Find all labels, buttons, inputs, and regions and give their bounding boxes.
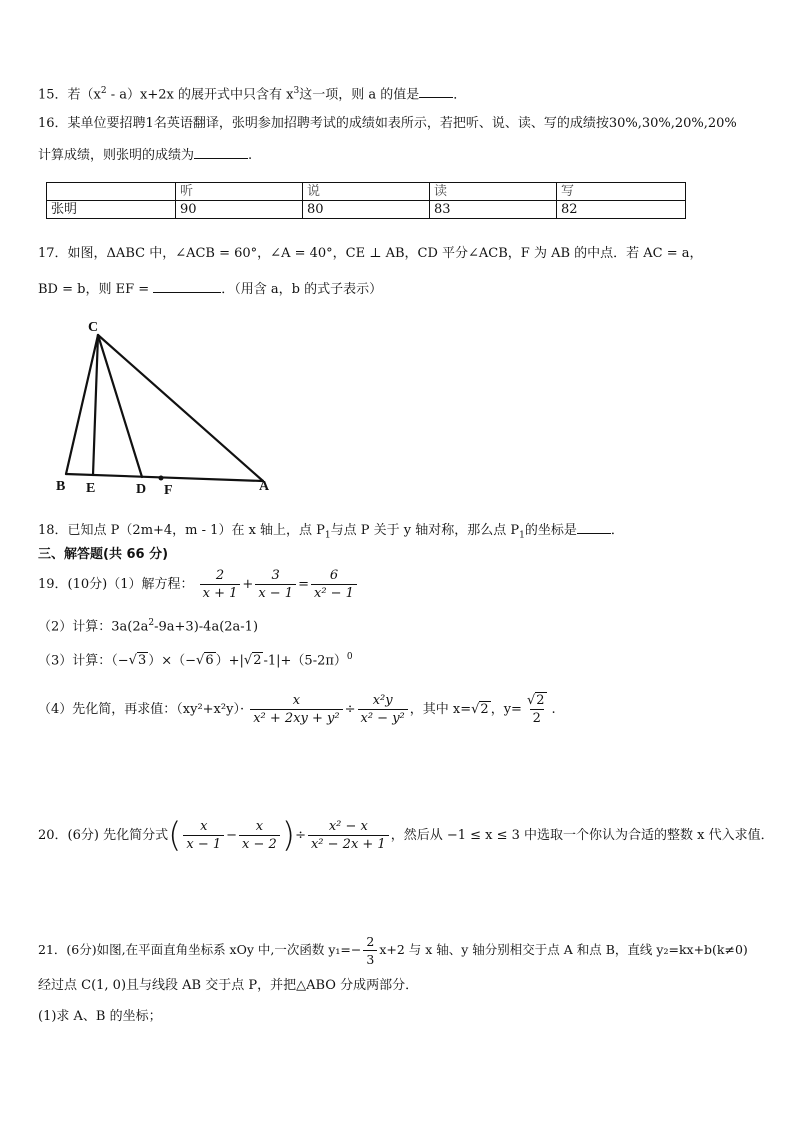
q15-text: 若（x <box>67 87 101 103</box>
sqrt-6: √6 <box>196 653 214 669</box>
radicand: 6 <box>205 653 214 669</box>
frac-num: 2 <box>366 933 375 949</box>
sqrt-2-y: √2 <box>526 692 545 708</box>
q20-fraction-3 <box>308 819 389 853</box>
sqrt-2-x: √2 <box>471 702 489 717</box>
q21-fraction <box>363 934 377 968</box>
table-header-cell <box>47 183 176 201</box>
q20-text-post: ，然后从 −1 ≤ x ≤ 3 中选取一个你认为合适的整数 x 代入求值． <box>390 828 774 843</box>
question-20 <box>38 814 774 858</box>
question-18 <box>38 521 624 545</box>
frac-num: 6 <box>329 567 339 583</box>
triangle-figure <box>50 315 290 505</box>
frac-num: x <box>292 692 301 708</box>
q19-p4-text: （4）先化简，再求值：（xy²+x²y）· <box>38 702 245 717</box>
question-19-part3 <box>38 648 353 670</box>
q17-text-post: ．（用含 a，b 的式子表示） <box>221 282 383 297</box>
equals-sign: = <box>298 577 309 592</box>
frac-den: x² − 2x + 1 <box>308 835 389 853</box>
sqrt-2: √2 <box>243 653 262 669</box>
radicand: 2 <box>253 653 262 669</box>
sqrt-3: √3 <box>128 653 147 669</box>
divide-sign: ÷ <box>344 702 356 717</box>
radicand: 2 <box>536 692 545 708</box>
q16-end: . <box>248 148 253 163</box>
table-header-cell: 读 <box>430 183 557 201</box>
plus-sign: + <box>242 577 254 592</box>
frac-den: x + 1 <box>200 584 241 602</box>
divide-sign: ÷ <box>295 828 306 843</box>
table-header-cell: 听 <box>176 183 303 201</box>
frac-den: 2 <box>530 709 544 727</box>
label-d: D <box>136 482 147 497</box>
table-header-cell: 写 <box>557 183 686 201</box>
question-17-line1: 17．如图，ΔABC 中，∠ACB = 60°，∠A = 40°，CE ⊥ AB，CD 平分∠ACB，F 为 AB 的中点．若 AC = a， <box>38 246 703 261</box>
table-cell: 82 <box>557 201 686 219</box>
q19-p3-mid1: ）×（− <box>148 653 197 669</box>
table-cell: 80 <box>303 201 430 219</box>
q19-fraction-3 <box>311 568 357 602</box>
frac-num: 3 <box>271 567 280 583</box>
q20-text: 20．(6分) 先化简分式 <box>38 828 169 843</box>
q15-sup2: 3 <box>293 86 300 96</box>
question-16-line1: 16．某单位要招聘1名英语翻译，张明参加招聘考试的成绩如表所示，若把听、说、读、写的成绩按30%,30%,20%,20% <box>38 116 737 131</box>
q15-text-mid1: - a）x+2x 的展开式中只含有 x <box>106 87 294 103</box>
question-21-line2: 经过点 C(1, 0)且与线段 AB 交于点 P，并把△ABO 分成两部分． <box>38 978 419 993</box>
label-a: A <box>259 479 270 494</box>
frac-num: x <box>200 818 208 834</box>
side-ca <box>98 335 263 481</box>
q18-sub1: 1 <box>324 530 331 541</box>
q19-p3-text: （3）计算：（− <box>38 653 129 669</box>
table-cell: 张明 <box>47 201 176 219</box>
q18-text-mid: 与点 P 关于 y 轴对称，那么点 P <box>330 523 520 538</box>
frac-num: x²y <box>372 692 393 708</box>
q18-sub2: 1 <box>519 530 525 541</box>
q17-answer-blank[interactable] <box>153 280 221 293</box>
radicand: 2 <box>480 702 489 717</box>
q19-p4-y-fraction <box>524 693 550 727</box>
q15-sup1: 2 <box>100 86 107 96</box>
radicand: 3 <box>137 653 147 669</box>
q15-text-mid2: 这一项，则 a 的值是 <box>299 87 420 103</box>
question-19-part4 <box>38 690 556 730</box>
frac-num: x² − x <box>328 818 368 834</box>
frac-den: x² − y² <box>358 709 408 727</box>
q18-end: ． <box>610 523 624 538</box>
left-paren: ( <box>168 815 182 856</box>
section-3-title: 三、解答题(共 66 分) <box>38 547 169 562</box>
label-c: C <box>88 320 99 335</box>
q19-p4-fraction-1 <box>250 693 342 727</box>
frac-den: x² + 2xy + y² <box>250 709 342 727</box>
frac-den: x − 1 <box>255 584 296 602</box>
q19-p3-mid2: ）+| <box>215 653 244 669</box>
question-15 <box>38 82 466 104</box>
table-row <box>47 201 686 219</box>
label-b: B <box>56 479 66 494</box>
table-header-cell: 说 <box>303 183 430 201</box>
q19-fraction-1 <box>200 568 241 602</box>
question-21-line1 <box>38 930 748 970</box>
q19-p4-y: ，y= <box>490 702 522 717</box>
frac-den: x − 2 <box>239 835 280 853</box>
frac-num <box>524 693 550 709</box>
question-17-line2 <box>38 280 382 299</box>
q19-p4-mid: ，其中 x= <box>409 702 472 717</box>
q21-text-post: x+2 与 x 轴、y 轴分别相交于点 A 和点 B，直线 y₂=kx+b(k≠0) <box>379 942 748 957</box>
question-19-part1 <box>38 565 359 605</box>
question-21-line3: (1)求 A、B 的坐标； <box>38 1009 162 1024</box>
frac-num: 2 <box>215 567 225 583</box>
minus-sign: − <box>226 828 238 843</box>
frac-den: x − 1 <box>183 835 224 853</box>
q19-p2-sup: 2 <box>148 618 155 628</box>
q15-number: 15． <box>38 87 68 103</box>
q21-text: 21．(6分)如图,在平面直角坐标系 xOy 中,一次函数 y₁=− <box>38 942 362 957</box>
q20-fraction-2 <box>239 819 280 853</box>
q15-answer-blank[interactable] <box>419 85 453 98</box>
q19-fraction-2 <box>255 568 296 602</box>
q16-answer-blank[interactable] <box>194 146 248 159</box>
frac-num: x <box>255 818 264 834</box>
frac-den: x² − 1 <box>311 584 357 602</box>
label-e: E <box>86 481 96 496</box>
segment-cd <box>98 335 142 477</box>
question-19-part2 <box>38 614 258 636</box>
q17-text: BD = b，则 EF = <box>38 282 150 297</box>
table-cell: 90 <box>176 201 303 219</box>
point-f <box>159 476 164 481</box>
q18-text: 18．已知点 P（2m+4，m - 1）在 x 轴上，点 P <box>38 523 325 538</box>
question-16-line2 <box>38 146 252 165</box>
q19-p4-end: . <box>551 702 556 717</box>
q19-p3-mid3: -1|+（5-2π） <box>263 653 347 669</box>
q19-p3-sup: 0 <box>346 652 353 662</box>
table-header-row <box>47 183 686 201</box>
label-f: F <box>164 483 173 498</box>
q18-answer-blank[interactable] <box>577 521 611 534</box>
q16-text: 计算成绩，则张明的成绩为 <box>38 148 195 163</box>
q19-p2-text: （2）计算：3a(2a <box>38 619 149 635</box>
score-table <box>46 182 686 219</box>
q20-fraction-1 <box>183 819 224 853</box>
q19-head: 19．(10分)（1）解方程： <box>38 577 194 592</box>
right-paren: ) <box>281 815 296 856</box>
q18-text-post: 的坐标是 <box>524 523 577 538</box>
side-ba <box>66 474 263 481</box>
q19-p2-text-post: -9a+3)-4a(2a-1) <box>154 619 259 635</box>
frac-den: 3 <box>363 950 377 968</box>
table-cell: 83 <box>430 201 557 219</box>
q19-p4-fraction-2 <box>358 693 408 727</box>
q15-end: ． <box>453 87 467 103</box>
